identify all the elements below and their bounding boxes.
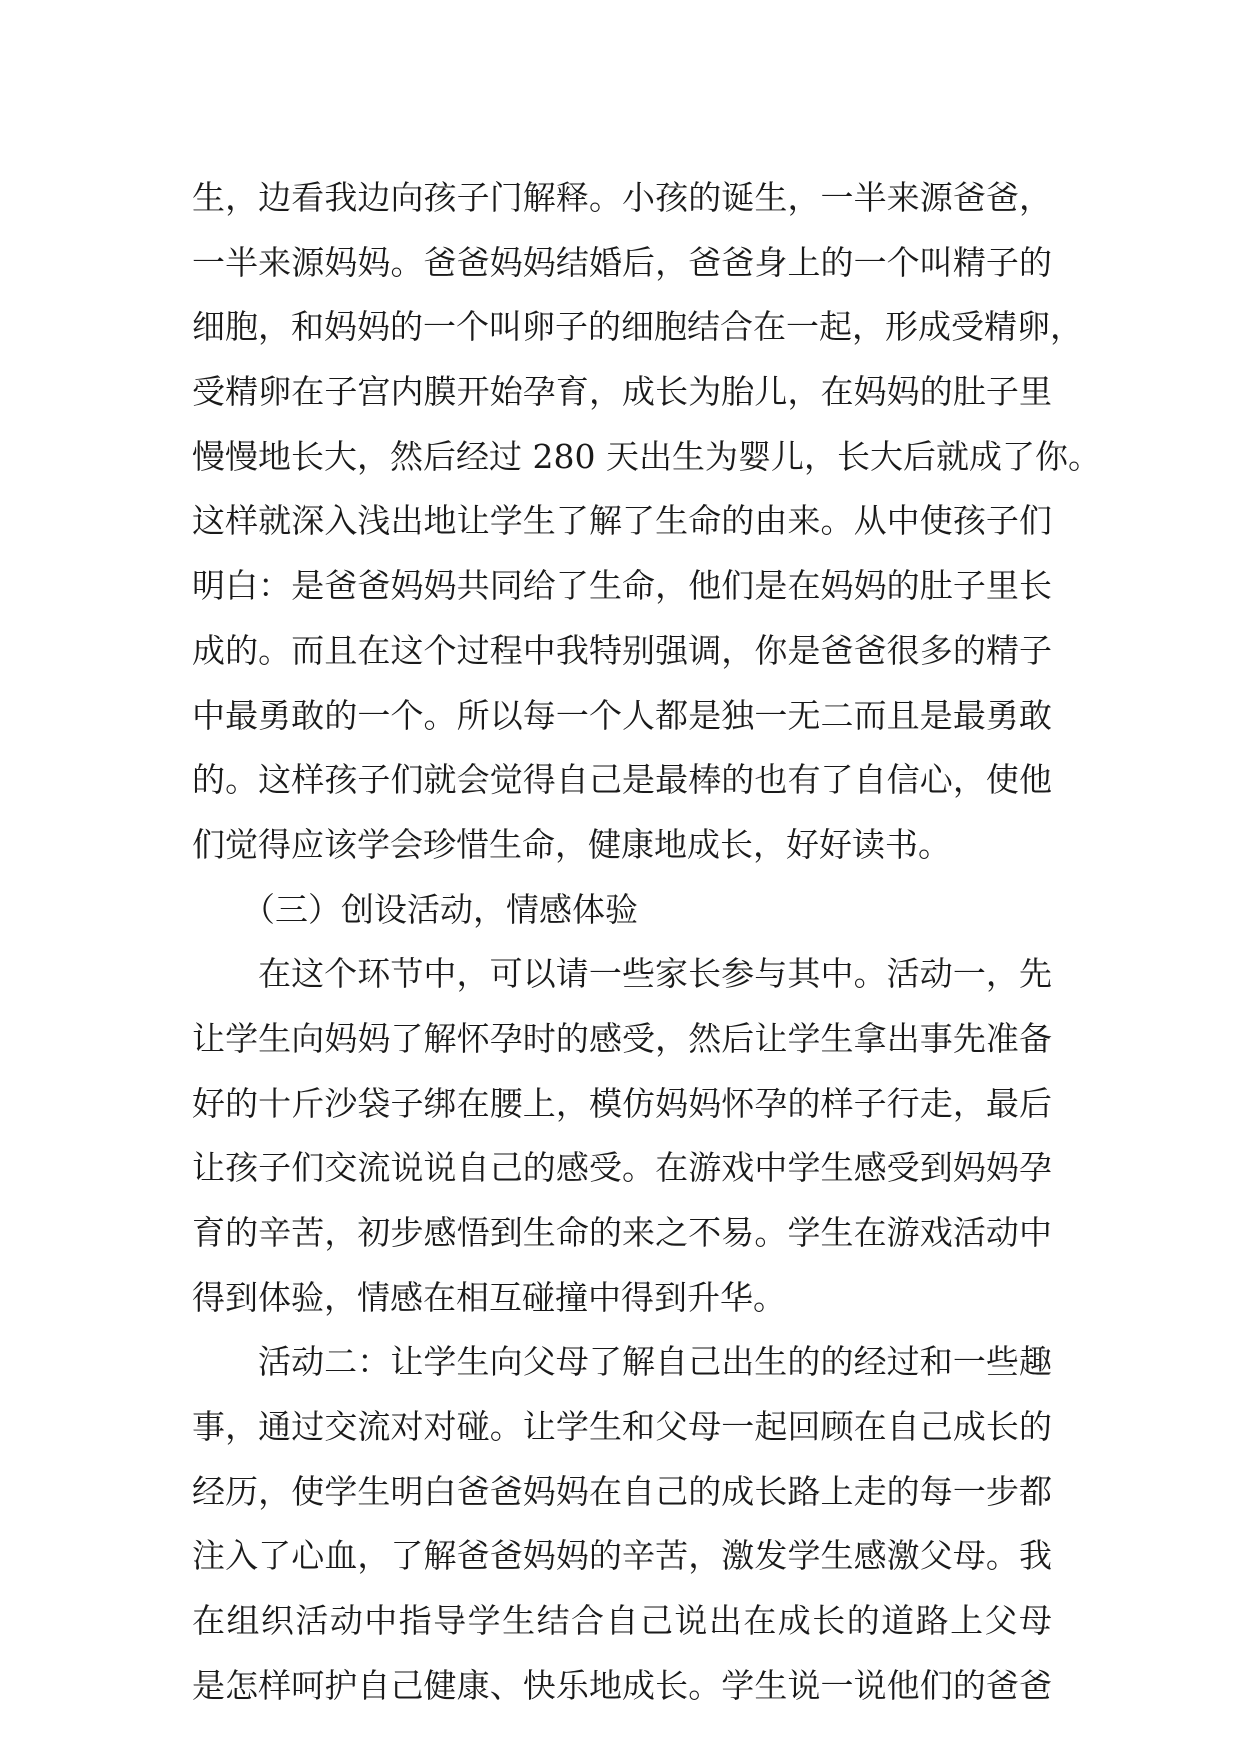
text-line: 生，边看我边向孩子门解释。小孩的诞生，一半来源爸爸， xyxy=(192,178,1052,217)
document-body xyxy=(192,166,1101,1719)
text-line: 是怎样呵护自己健康、快乐地成长。学生说一说他们的爸爸 xyxy=(192,1665,1052,1705)
text-line: 受精卵在子宫内膜开始孕育，成长为胎儿，在妈妈的肚子里 xyxy=(192,372,1052,412)
text-line: 中最勇敢的一个。所以每一个人都是独一无二而且是最勇敢 xyxy=(192,695,1052,735)
text-line: 明白：是爸爸妈妈共同给了生命，他们是在妈妈的肚子里长 xyxy=(192,566,1052,606)
text-line: 得到体验，情感在相互碰撞中得到升华。 xyxy=(192,1277,786,1317)
text-line: 们觉得应该学会珍惜生命，健康地成长，好好读书。 xyxy=(192,824,951,864)
text-line: 在组织活动中指导学生结合自己说出在成长的道路上父母 xyxy=(192,1601,1052,1641)
text-line: 事，通过交流对对碰。让学生和父母一起回顾在自己成长的 xyxy=(192,1407,1052,1447)
text-line: 慢慢地长大，然后经过 280 天出生为婴儿，长大后就成了你。 xyxy=(192,436,1101,476)
section-heading: （三）创设活动，情感体验 xyxy=(242,889,638,929)
text-line: 育的辛苦，初步感悟到生命的来之不易。学生在游戏活动中 xyxy=(192,1213,1052,1252)
text-line: 让孩子们交流说说自己的感受。在游戏中学生感受到妈妈孕 xyxy=(192,1148,1052,1188)
text-line: 细胞，和妈妈的一个叫卵子的细胞结合在一起，形成受精卵， xyxy=(192,307,1083,347)
text-line: 一半来源妈妈。爸爸妈妈结婚后，爸爸身上的一个叫精子的 xyxy=(192,242,1052,282)
text-line: 让学生向妈妈了解怀孕时的感受，然后让学生拿出事先准备 xyxy=(192,1018,1052,1058)
text-line: 成的。而且在这个过程中我特别强调，你是爸爸很多的精子 xyxy=(192,630,1052,670)
text-line: 活动二：让学生向父母了解自己出生的的经过和一些趣 xyxy=(258,1342,1052,1382)
text-line: 在这个环节中，可以请一些家长参与其中。活动一，先 xyxy=(258,954,1052,994)
text-line: 的。这样孩子们就会觉得自己是最棒的也有了自信心，使他 xyxy=(192,760,1052,800)
text-line: 好的十斤沙袋子绑在腰上，模仿妈妈怀孕的样子行走，最后 xyxy=(192,1083,1052,1123)
text-line: 注入了心血，了解爸爸妈妈的辛苦，激发学生感激父母。我 xyxy=(192,1536,1052,1576)
text-line: 这样就深入浅出地让学生了解了生命的由来。从中使孩子们 xyxy=(192,501,1052,541)
text-line: 经历，使学生明白爸爸妈妈在自己的成长路上走的每一步都 xyxy=(192,1471,1052,1511)
